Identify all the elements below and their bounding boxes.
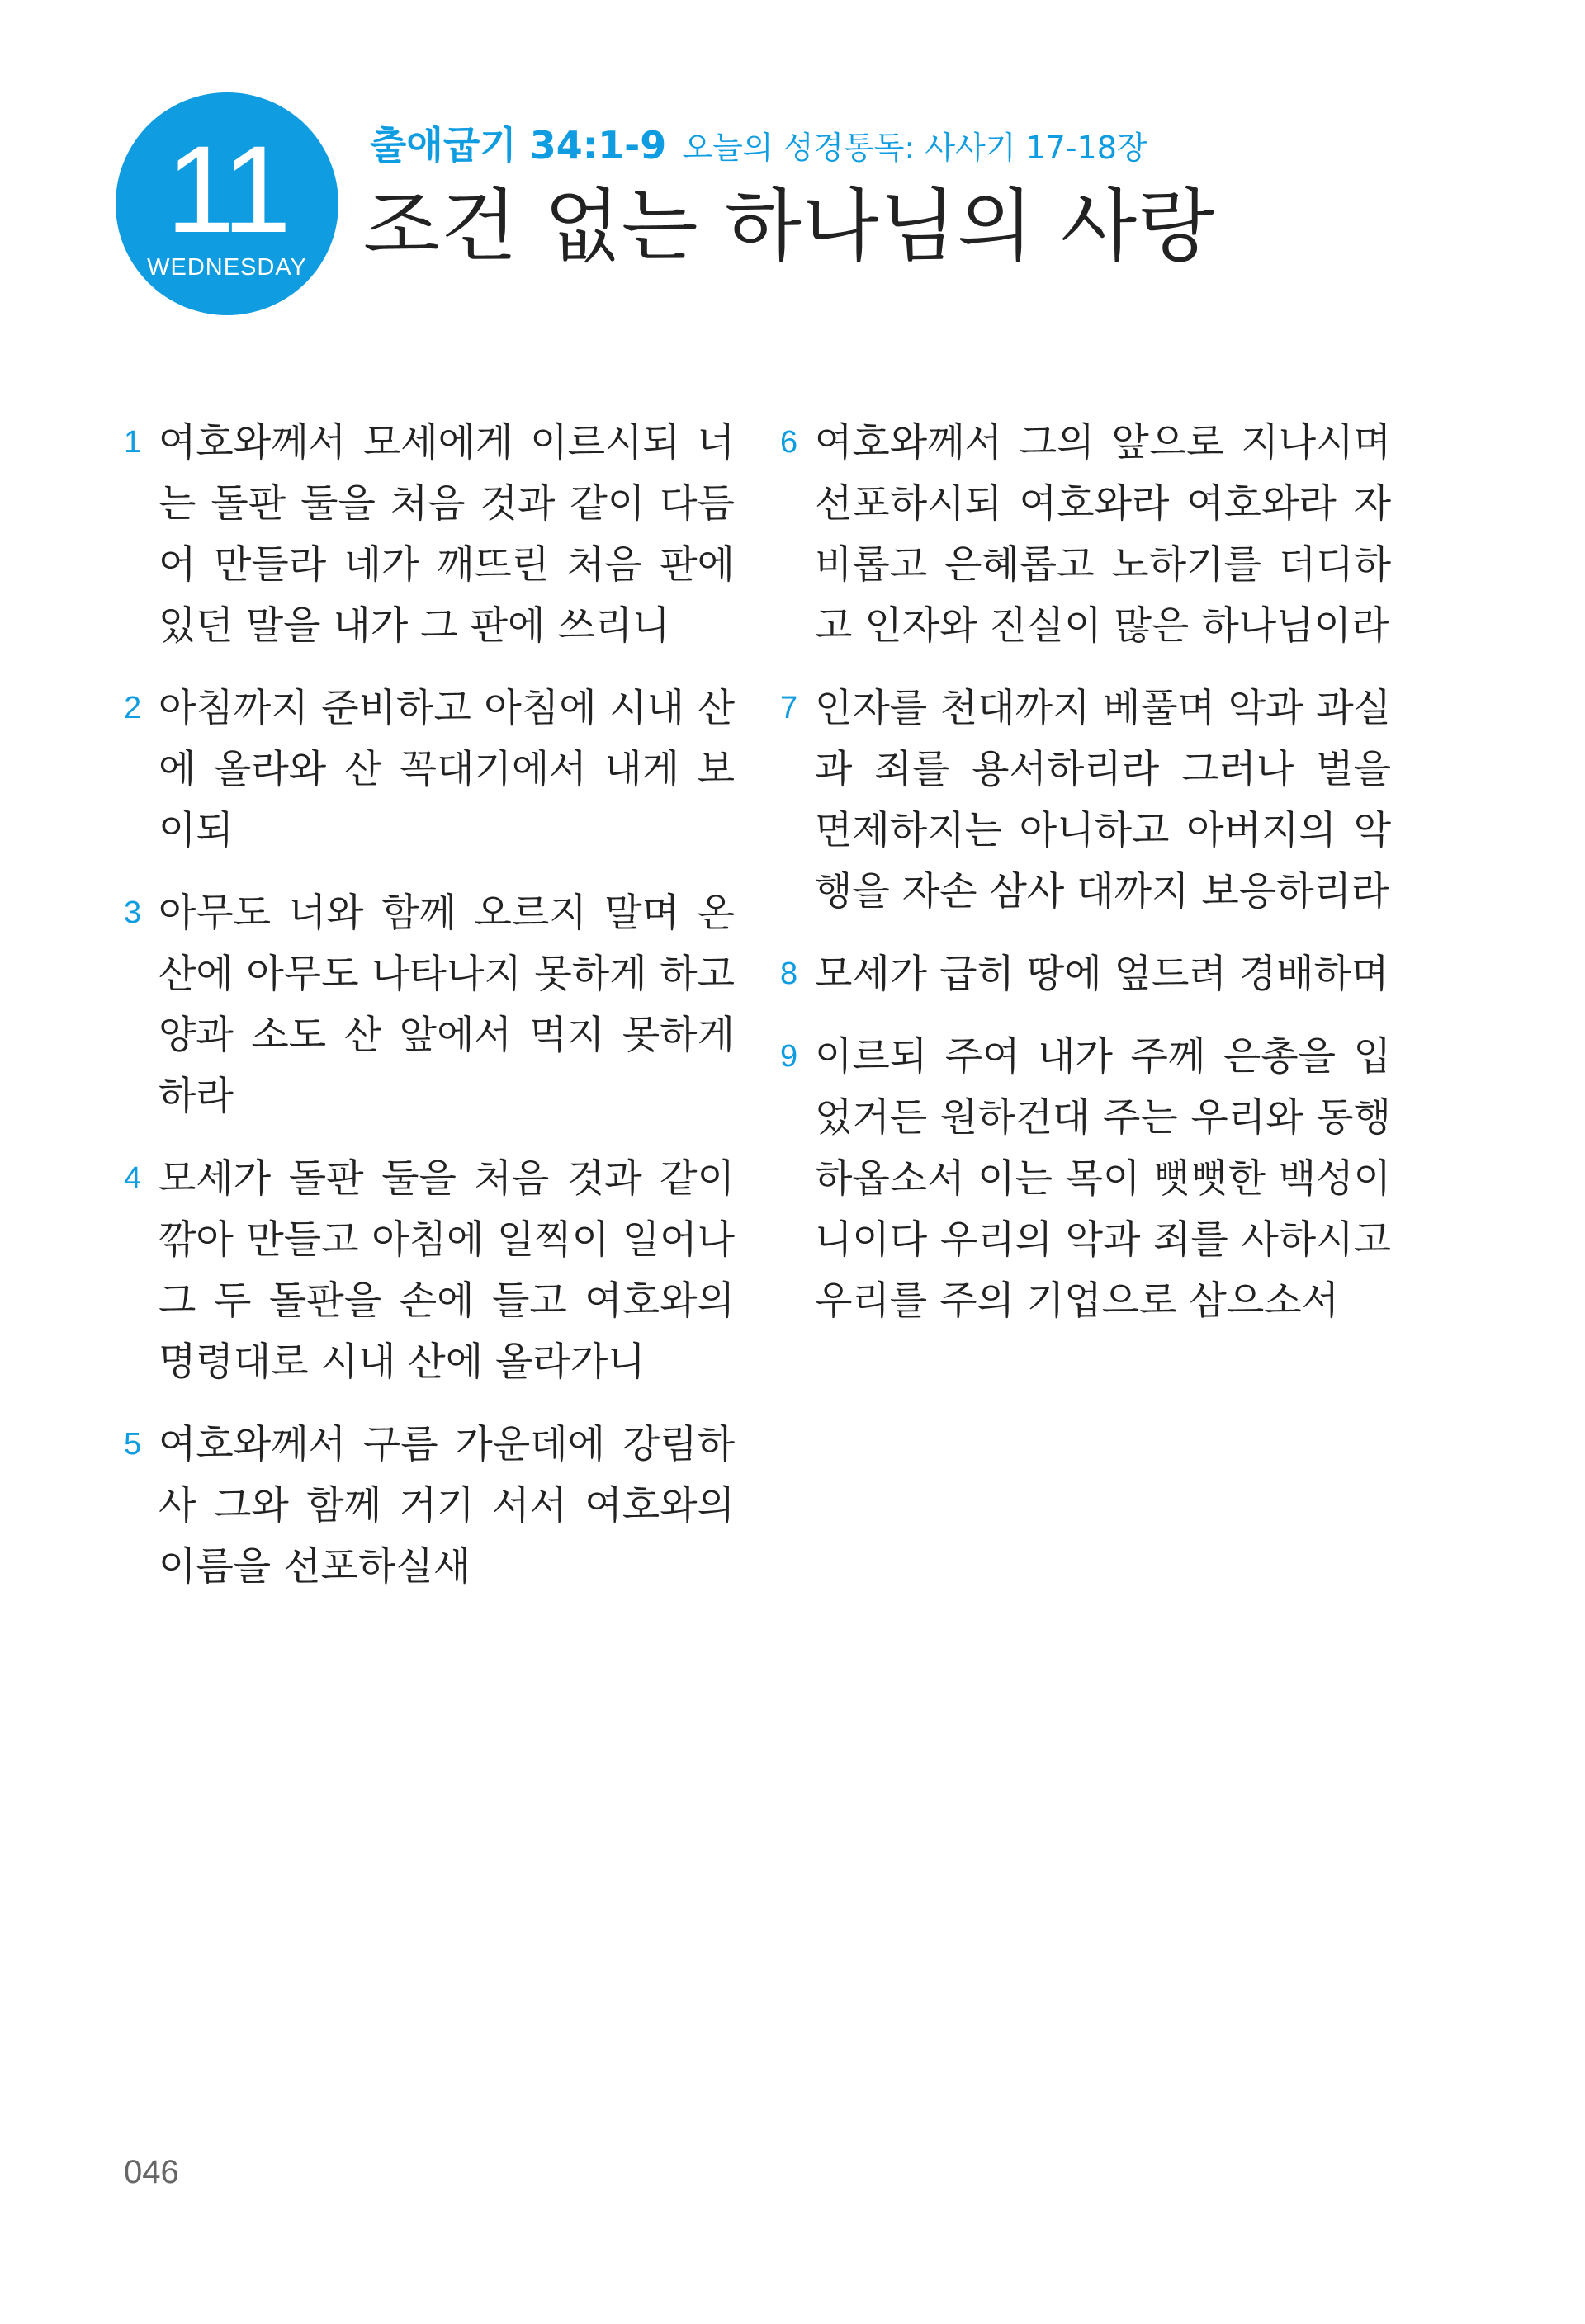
verse-text: 여호와께서 그의 앞으로 지나시며 선포하시되 여호와라 여호와라 자비롭고 은혜롭고 노하기를 더디하고 인자와 진실이 많은 하나님이라 xyxy=(815,420,1391,649)
verse-text: 모세가 급히 땅에 엎드려 경배하며 xyxy=(815,952,1389,997)
page-title: 조건 없는 하나님의 사랑 xyxy=(363,180,1215,272)
verse-number: 8 xyxy=(780,957,798,991)
verse-9 xyxy=(780,1027,1391,1332)
verse-number: 4 xyxy=(124,1161,142,1196)
verse-text: 모세가 돌판 둘을 처음 것과 같이 깎아 만들고 아침에 일찍이 일어나 그 두 돌판을 손에 들고 여호와의 명령대로 시내 산에 올라가니 xyxy=(158,1156,735,1385)
verse-text: 여호와께서 구름 가운데에 강림하사 그와 함께 거기 서서 여호와의 이름을 선포하실새 xyxy=(158,1422,735,1589)
verse-number: 7 xyxy=(780,691,798,725)
verse-number: 9 xyxy=(780,1039,798,1074)
verse-text: 아무도 너와 함께 오르지 말며 온 산에 아무도 나타나지 못하게 하고 양과 소도 산 앞에서 먹지 못하게 하라 xyxy=(158,890,735,1119)
verse-number: 3 xyxy=(124,895,142,930)
verse-text: 인자를 천대까지 베풀며 악과 과실과 죄를 용서하리라 그러나 벌을 면제하지는 아니하고 아버지의 악행을 자손 삼사 대까지 보응하리라 xyxy=(815,686,1391,914)
verse-column-right xyxy=(780,413,1391,1353)
page-number: 046 xyxy=(124,2154,179,2190)
verse-2 xyxy=(124,678,735,862)
verse-8 xyxy=(780,944,1391,1005)
day-number: 11 xyxy=(166,120,288,258)
reference-line xyxy=(370,120,1147,170)
verse-text: 여호와께서 모세에게 이르시되 너는 돌판 둘을 처음 것과 같이 다듬어 만들라 네가 깨뜨린 처음 판에 있던 말을 내가 그 판에 쓰리니 xyxy=(158,420,735,649)
verse-4 xyxy=(124,1149,735,1393)
verse-number: 2 xyxy=(124,691,142,725)
scripture-reference: 출애굽기 34:1-9 xyxy=(370,123,667,168)
day-weekday: WEDNESDAY xyxy=(147,254,307,281)
verse-text: 아침까지 준비하고 아침에 시내 산에 올라와 산 꼭대기에서 내게 보이되 xyxy=(158,686,735,853)
verse-1 xyxy=(124,413,735,657)
verse-3 xyxy=(124,883,735,1127)
verse-number: 1 xyxy=(124,425,142,460)
verse-number: 5 xyxy=(124,1427,142,1462)
verse-7 xyxy=(780,678,1391,923)
verse-number: 6 xyxy=(780,425,798,460)
daily-reading: 오늘의 성경통독: 사사기 17-18장 xyxy=(682,130,1147,166)
verse-column-left xyxy=(124,413,735,1619)
verse-6 xyxy=(780,413,1391,657)
verse-text: 이르되 주여 내가 주께 은총을 입었거든 원하건대 주는 우리와 동행하옵소서 이는 목이 뻣뻣한 백성이니이다 우리의 악과 죄를 사하시고 우리를 주의 기업으로 삼으소서 xyxy=(815,1034,1391,1324)
verse-5 xyxy=(124,1415,735,1598)
day-badge xyxy=(116,92,338,315)
